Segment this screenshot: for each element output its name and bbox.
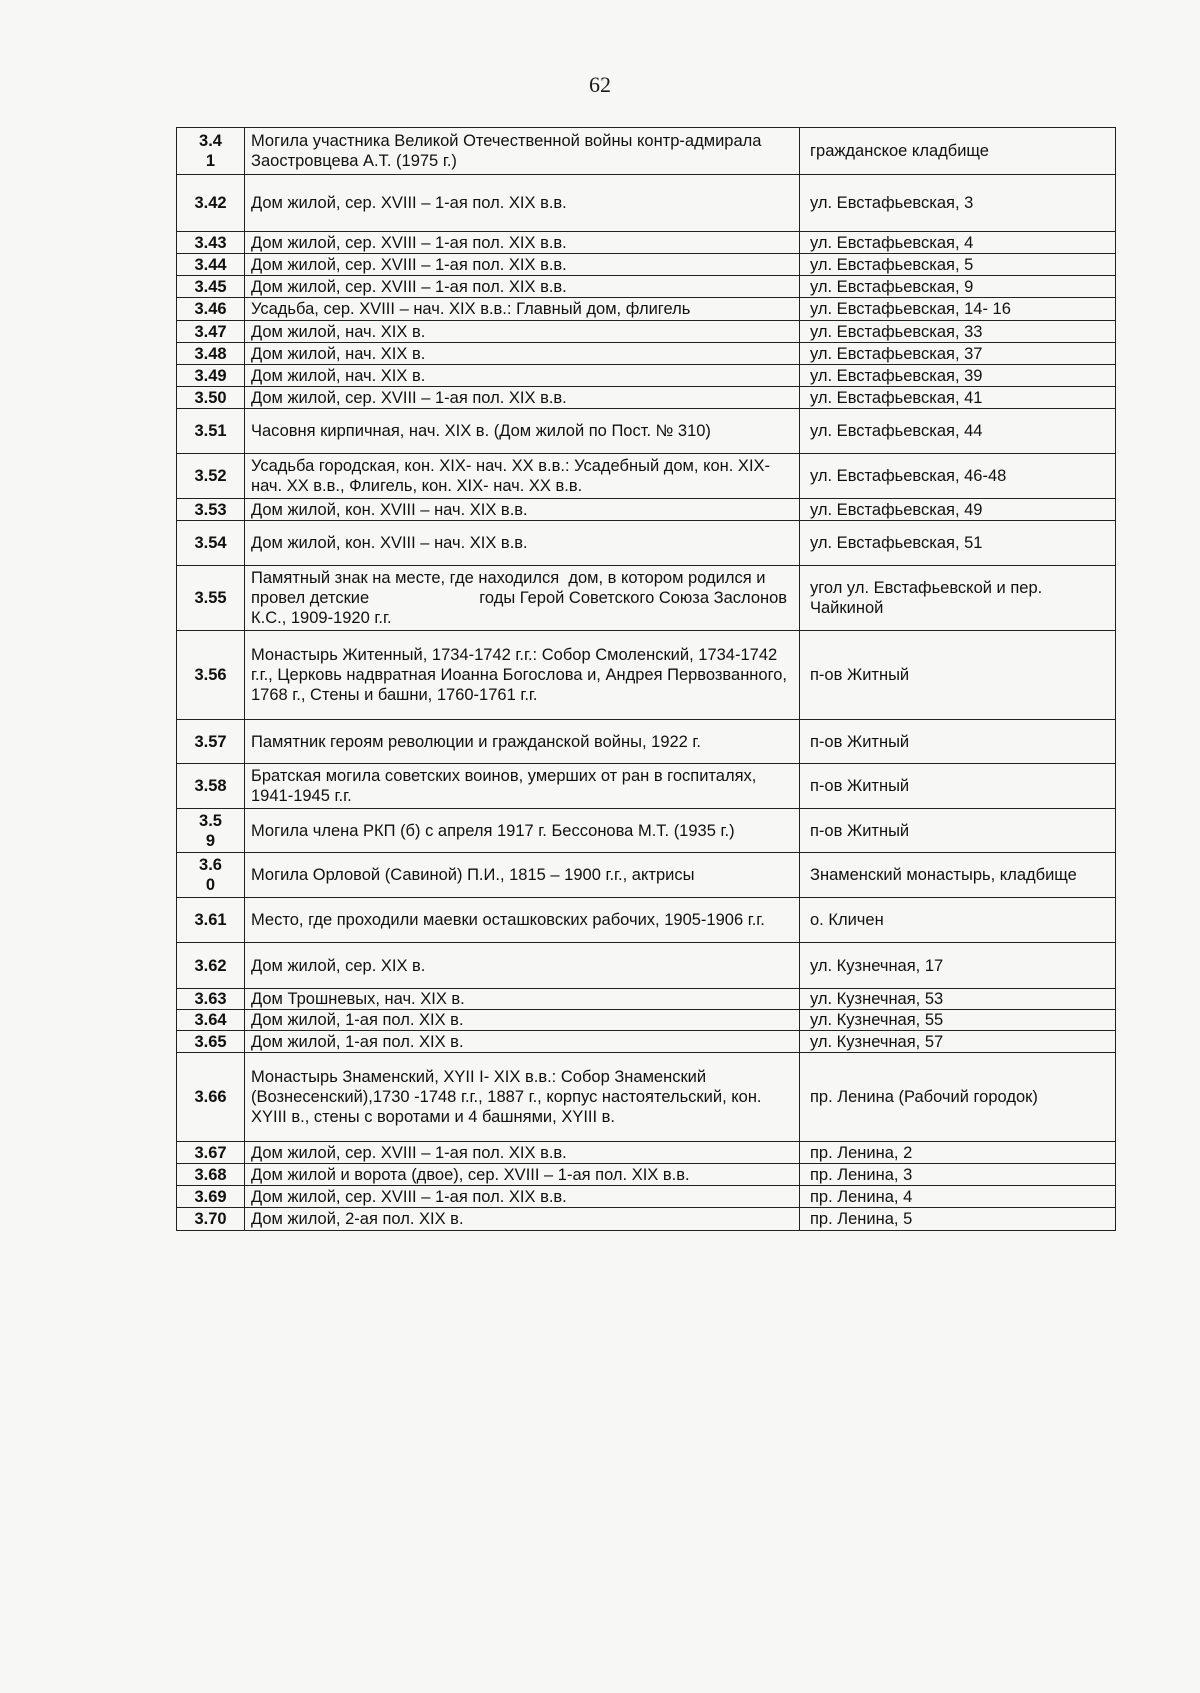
row-number: 3.56 xyxy=(177,631,245,720)
table-row xyxy=(177,409,1116,454)
row-number: 3.51 xyxy=(177,409,245,454)
table-row xyxy=(177,1010,1116,1031)
object-description: Дом жилой, нач. XIX в. xyxy=(245,343,800,365)
row-number: 3.6 0 xyxy=(177,853,245,898)
table-row xyxy=(177,720,1116,764)
table-row xyxy=(177,454,1116,499)
table-row xyxy=(177,521,1116,566)
table-row xyxy=(177,1208,1116,1231)
table-row xyxy=(177,499,1116,521)
object-address: ул. Евстафьевская, 9 xyxy=(800,276,1116,298)
object-description: Дом жилой, кон. XVIII – нач. XIX в.в. xyxy=(245,521,800,566)
table-row xyxy=(177,1031,1116,1053)
table-row xyxy=(177,254,1116,276)
object-address: ул. Кузнечная, 17 xyxy=(800,943,1116,989)
object-description: Дом жилой, сер. XVIII – 1-ая пол. XIX в.в. xyxy=(245,1186,800,1208)
row-number: 3.58 xyxy=(177,764,245,809)
object-address: пр. Ленина, 4 xyxy=(800,1186,1116,1208)
object-address: пр. Ленина, 5 xyxy=(800,1208,1116,1231)
object-address: ул. Евстафьевская, 37 xyxy=(800,343,1116,365)
object-description: Дом жилой, 1-ая пол. XIX в. xyxy=(245,1010,800,1031)
table-row xyxy=(177,1142,1116,1164)
row-number: 3.69 xyxy=(177,1186,245,1208)
object-address: пр. Ленина (Рабочий городок) xyxy=(800,1053,1116,1142)
object-description: Дом жилой, 1-ая пол. XIX в. xyxy=(245,1031,800,1053)
table-row xyxy=(177,898,1116,943)
object-address: п-ов Житный xyxy=(800,631,1116,720)
row-number: 3.68 xyxy=(177,1164,245,1186)
object-description: Дом жилой, сер. XVIII – 1-ая пол. XIX в.в. xyxy=(245,232,800,254)
object-description: Дом Трошневых, нач. XIX в. xyxy=(245,989,800,1010)
table-row xyxy=(177,343,1116,365)
row-number: 3.49 xyxy=(177,365,245,387)
row-number: 3.70 xyxy=(177,1208,245,1231)
table-row xyxy=(177,1053,1116,1142)
object-address: ул. Евстафьевская, 46-48 xyxy=(800,454,1116,499)
object-address: Знаменский монастырь, кладбище xyxy=(800,853,1116,898)
table-row xyxy=(177,276,1116,298)
row-number: 3.53 xyxy=(177,499,245,521)
object-description: Братская могила советских воинов, умерших от ран в госпиталях, 1941-1945 г.г. xyxy=(245,764,800,809)
row-number: 3.47 xyxy=(177,321,245,343)
table-row xyxy=(177,764,1116,809)
table-row xyxy=(177,1186,1116,1208)
object-address: ул. Кузнечная, 55 xyxy=(800,1010,1116,1031)
table-row xyxy=(177,232,1116,254)
object-description: Дом жилой, нач. XIX в. xyxy=(245,321,800,343)
table-row xyxy=(177,387,1116,409)
table-row xyxy=(177,175,1116,232)
object-description: Дом жилой, кон. XVIII – нач. XIX в.в. xyxy=(245,499,800,521)
object-address: п-ов Житный xyxy=(800,764,1116,809)
table-row xyxy=(177,365,1116,387)
object-description: Дом жилой и ворота (двое), сер. XVIII – 1-ая пол. XIX в.в. xyxy=(245,1164,800,1186)
table-row xyxy=(177,298,1116,321)
object-description: Могила Орловой (Савиной) П.И., 1815 – 1900 г.г., актрисы xyxy=(245,853,800,898)
object-address: ул. Евстафьевская, 33 xyxy=(800,321,1116,343)
object-address: ул. Евстафьевская, 3 xyxy=(800,175,1116,232)
heritage-objects-table xyxy=(176,127,1116,1231)
row-number: 3.45 xyxy=(177,276,245,298)
table-row xyxy=(177,1164,1116,1186)
row-number: 3.44 xyxy=(177,254,245,276)
row-number: 3.62 xyxy=(177,943,245,989)
object-description: Монастырь Знаменский, XYII I- XIX в.в.: Собор Знаменский (Вознесенский),1730 -1748 г.г., 1887 г., корпус настоятельский, кон. XYIII в., стены с воротами и 4 башнями, XYIII в. xyxy=(245,1053,800,1142)
table-row xyxy=(177,943,1116,989)
object-address: о. Кличен xyxy=(800,898,1116,943)
object-address: ул. Евстафьевская, 5 xyxy=(800,254,1116,276)
object-description: Могила члена РКП (б) с апреля 1917 г. Бессонова М.Т. (1935 г.) xyxy=(245,809,800,853)
object-description: Дом жилой, сер. XIX в. xyxy=(245,943,800,989)
table-row xyxy=(177,128,1116,175)
object-description: Памятный знак на месте, где находился дом, в котором родился и провел детские годы Герой Советского Союза Заслонов К.С., 1909-1920 г.г. xyxy=(245,566,800,631)
row-number: 3.48 xyxy=(177,343,245,365)
object-description: Дом жилой, сер. XVIII – 1-ая пол. XIX в.в. xyxy=(245,175,800,232)
object-description: Могила участника Великой Отечественной войны контр-адмирала Заостровцева А.Т. (1975 г.) xyxy=(245,128,800,175)
object-description: Усадьба городская, кон. XIX- нач. XX в.в.: Усадебный дом, кон. XIX- нач. XX в.в., Флигель, кон. XIX- нач. XX в.в. xyxy=(245,454,800,499)
row-number: 3.50 xyxy=(177,387,245,409)
object-address: п-ов Житный xyxy=(800,720,1116,764)
row-number: 3.5 9 xyxy=(177,809,245,853)
object-description: Дом жилой, нач. XIX в. xyxy=(245,365,800,387)
object-address: ул. Евстафьевская, 44 xyxy=(800,409,1116,454)
row-number: 3.57 xyxy=(177,720,245,764)
table-row xyxy=(177,989,1116,1010)
object-address: ул. Кузнечная, 57 xyxy=(800,1031,1116,1053)
object-address: п-ов Житный xyxy=(800,809,1116,853)
object-address: ул. Евстафьевская, 14- 16 xyxy=(800,298,1116,321)
row-number: 3.67 xyxy=(177,1142,245,1164)
table-row xyxy=(177,809,1116,853)
object-description: Дом жилой, сер. XVIII – 1-ая пол. XIX в.в. xyxy=(245,387,800,409)
object-address: ул. Евстафьевская, 41 xyxy=(800,387,1116,409)
row-number: 3.66 xyxy=(177,1053,245,1142)
object-address: пр. Ленина, 3 xyxy=(800,1164,1116,1186)
row-number: 3.55 xyxy=(177,566,245,631)
object-description: Усадьба, сер. XVIII – нач. XIX в.в.: Главный дом, флигель xyxy=(245,298,800,321)
object-address: ул. Кузнечная, 53 xyxy=(800,989,1116,1010)
object-address: ул. Евстафьевская, 4 xyxy=(800,232,1116,254)
row-number: 3.54 xyxy=(177,521,245,566)
object-description: Дом жилой, сер. XVIII – 1-ая пол. XIX в.в. xyxy=(245,254,800,276)
row-number: 3.42 xyxy=(177,175,245,232)
object-address: ул. Евстафьевская, 39 xyxy=(800,365,1116,387)
object-description: Дом жилой, сер. XVIII – 1-ая пол. XIX в.в. xyxy=(245,276,800,298)
object-description: Монастырь Житенный, 1734-1742 г.г.: Собор Смоленский, 1734-1742 г.г., Церковь надвратная Иоанна Богослова и, Андрея Первозванного, 1768 г., Стены и башни, 1760-1761 г.г. xyxy=(245,631,800,720)
table-row xyxy=(177,321,1116,343)
row-number: 3.63 xyxy=(177,989,245,1010)
object-description: Место, где проходили маевки осташковских рабочих, 1905-1906 г.г. xyxy=(245,898,800,943)
object-address: пр. Ленина, 2 xyxy=(800,1142,1116,1164)
row-number: 3.46 xyxy=(177,298,245,321)
object-address: ул. Евстафьевская, 49 xyxy=(800,499,1116,521)
object-description: Часовня кирпичная, нач. XIX в. (Дом жилой по Пост. № 310) xyxy=(245,409,800,454)
row-number: 3.43 xyxy=(177,232,245,254)
object-address: гражданское кладбище xyxy=(800,128,1116,175)
row-number: 3.52 xyxy=(177,454,245,499)
table-row xyxy=(177,631,1116,720)
table-row xyxy=(177,566,1116,631)
row-number: 3.64 xyxy=(177,1010,245,1031)
row-number: 3.61 xyxy=(177,898,245,943)
table-row xyxy=(177,853,1116,898)
row-number: 3.65 xyxy=(177,1031,245,1053)
object-description: Дом жилой, 2-ая пол. XIX в. xyxy=(245,1208,800,1231)
page-number: 62 xyxy=(589,72,611,97)
row-number: 3.4 1 xyxy=(177,128,245,175)
object-description: Памятник героям революции и гражданской войны, 1922 г. xyxy=(245,720,800,764)
object-address: ул. Евстафьевская, 51 xyxy=(800,521,1116,566)
object-description: Дом жилой, сер. XVIII – 1-ая пол. XIX в.в. xyxy=(245,1142,800,1164)
object-address: угол ул. Евстафьевской и пер. Чайкиной xyxy=(800,566,1116,631)
